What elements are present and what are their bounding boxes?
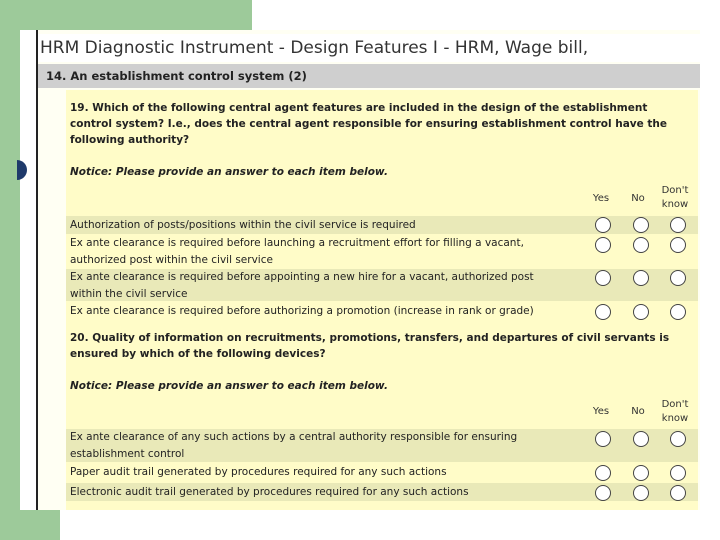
q19-row-2-yes-radio[interactable] bbox=[595, 237, 611, 253]
q19-row-1-dont-know-radio[interactable] bbox=[670, 217, 686, 233]
section-header bbox=[38, 64, 700, 88]
title-bar bbox=[38, 34, 700, 62]
survey-screenshot bbox=[36, 30, 700, 510]
column-header-no-2: No bbox=[631, 406, 645, 417]
q19-row-3-no-radio[interactable] bbox=[633, 270, 649, 286]
q20-row-2-label: Paper audit trail generated by procedures required for any such actions bbox=[70, 466, 447, 478]
q20-row-3-label: Electronic audit trail generated by procedures required for any such actions bbox=[70, 486, 469, 498]
q20-row-3-dont-know-radio[interactable] bbox=[670, 485, 686, 501]
q19-row-3-label: Ex ante clearance is required before appointing a new hire for a vacant, authorized post within the civil service bbox=[70, 271, 534, 300]
q20-row-2-yes-radio[interactable] bbox=[595, 465, 611, 481]
q20-row-3-no-radio[interactable] bbox=[633, 485, 649, 501]
column-header-yes: Yes bbox=[592, 193, 610, 204]
column-header-yes-2: Yes bbox=[592, 406, 610, 417]
column-header-no: No bbox=[631, 193, 645, 204]
q19-row-1-no-radio[interactable] bbox=[633, 217, 649, 233]
q20-row-1-dont-know-radio[interactable] bbox=[670, 431, 686, 447]
q19-row-1-label: Authorization of posts/positions within the civil service is required bbox=[70, 219, 416, 231]
q20-row-2-dont-know-radio[interactable] bbox=[670, 465, 686, 481]
q20-row-2-no-radio[interactable] bbox=[633, 465, 649, 481]
q19-row-4-yes-radio[interactable] bbox=[595, 304, 611, 320]
question-19-text: 19. Which of the following central agent features are included in the design of the establishment control system? I.e., does the central agent responsible for ensuring establishment control have the following authority? bbox=[70, 102, 668, 146]
q19-row-3-dont-know-radio[interactable] bbox=[670, 270, 686, 286]
question-19-notice: Notice: Please provide an answer to each item below. bbox=[70, 166, 388, 178]
question-20-notice: Notice: Please provide an answer to each item below. bbox=[70, 380, 388, 392]
q20-row-3-yes-radio[interactable] bbox=[595, 485, 611, 501]
q20-row-1-label: Ex ante clearance of any such actions by a central authority responsible for ensuring establishment control bbox=[70, 431, 518, 460]
q19-row-3-yes-radio[interactable] bbox=[595, 270, 611, 286]
question-20-text: 20. Quality of information on recruitments, promotions, transfers, and departures of civil servants is ensured by which of the following devices? bbox=[70, 332, 670, 360]
column-header-dont-know-2: Don't know bbox=[661, 399, 689, 424]
page-title: HRM Diagnostic Instrument - Design Features I - HRM, Wage bill, bbox=[40, 38, 589, 58]
q19-row-4-no-radio[interactable] bbox=[633, 304, 649, 320]
q19-row-4-dont-know-radio[interactable] bbox=[670, 304, 686, 320]
q20-row-1-no-radio[interactable] bbox=[633, 431, 649, 447]
q19-row-2-dont-know-radio[interactable] bbox=[670, 237, 686, 253]
q19-row-2-label: Ex ante clearance is required before launching a recruitment effort for filling a vacant, authorized post within the civil service bbox=[70, 237, 524, 266]
q20-row-1-yes-radio[interactable] bbox=[595, 431, 611, 447]
section-title: 14. An establishment control system (2) bbox=[46, 69, 307, 83]
q19-row-1-yes-radio[interactable] bbox=[595, 217, 611, 233]
q19-row-4-label: Ex ante clearance is required before authorizing a promotion (increase in rank or grade) bbox=[70, 305, 534, 317]
q19-row-2-no-radio[interactable] bbox=[633, 237, 649, 253]
column-header-dont-know: Don't know bbox=[661, 185, 689, 210]
